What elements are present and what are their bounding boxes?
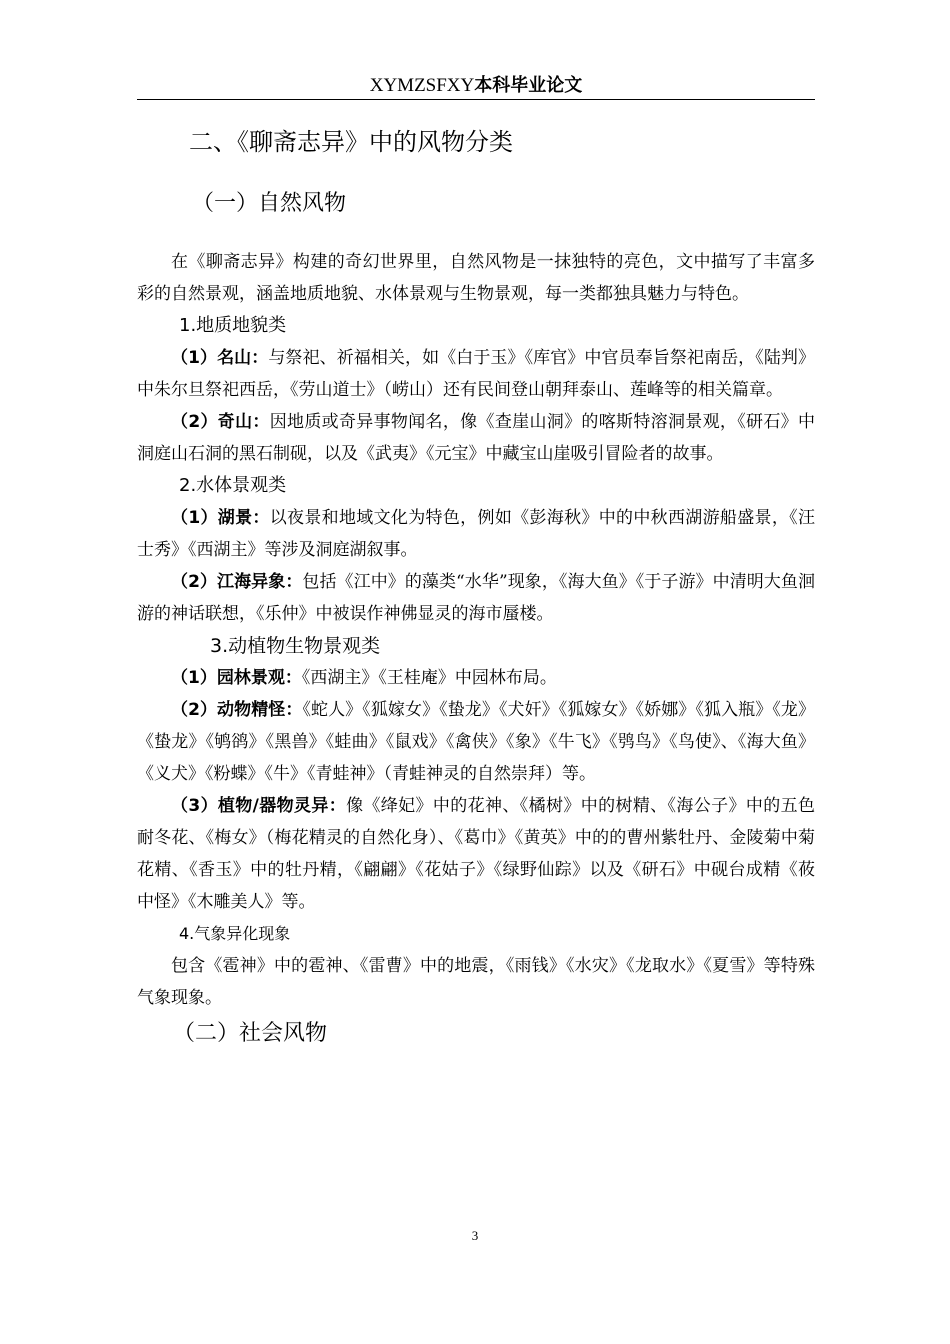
paragraph-weather: 包含《雹神》中的雹神、《雷曹》中的地震，《雨钱》《水灾》《龙取水》《夏雪》等特殊气象现象。	[137, 956, 815, 1008]
paragraph-strange-mountains	[137, 406, 815, 470]
page-header	[137, 72, 815, 100]
intro-paragraph: 在《聊斋志异》构建的奇幻世界里，自然风物是一抹独特的亮色，文中描写了丰富多彩的自然景观，涵盖地质地貌、水体景观与生物景观，每一类都独具魅力与特色。	[137, 252, 815, 304]
item-label: （1）园林景观：	[171, 668, 302, 688]
paragraph-lake-scenes	[137, 502, 815, 566]
item-text: 与祭祀、祈福相关，如《白于玉》《库官》中官员奉旨祭祀南岳，《陆判》中朱尔旦祭祀西岳，《劳山道士》（崂山）还有民间登山朝拜泰山、莲峰等的相关篇章。	[137, 348, 815, 400]
paragraph-animal-spirits	[137, 694, 815, 790]
category-title-weather: 4.气象异化现象	[179, 924, 291, 943]
category-title-water: 2.水体景观类	[179, 475, 287, 496]
item-label: （3）植物/器物灵异：	[171, 796, 347, 816]
page-number: 3	[471, 1228, 479, 1243]
item-text: 以夜景和地域文化为特色，例如《彭海秋》中的中秋西湖游船盛景，《汪士秀》《西湖主》等涉及洞庭湖叙事。	[137, 508, 815, 560]
item-text: 因地质或奇异事物闻名，像《查崖山洞》的喀斯特溶洞景观，《研石》中洞庭山石洞的黑石制砚，以及《武夷》《元宝》中藏宝山崖吸引冒险者的故事。	[137, 412, 815, 464]
main-content	[137, 120, 815, 1054]
item-text: 《西湖主》《王桂庵》中园林布局。	[301, 668, 557, 688]
paragraph-river-sea	[137, 566, 815, 630]
header-title: 本科毕业论文	[474, 75, 583, 96]
section-title: 二、《聊斋志异》中的风物分类	[189, 128, 513, 156]
item-label: （2）奇山：	[171, 412, 270, 432]
paragraph-plant-spirits	[137, 790, 815, 918]
subsection-title-social: （二）社会风物	[173, 1021, 328, 1046]
item-label: （1）湖景：	[171, 508, 270, 528]
item-label: （1）名山：	[171, 348, 269, 368]
subsection-title-natural: （一）自然风物	[192, 191, 347, 216]
item-label: （2）动物精怪：	[171, 700, 303, 720]
category-title-geology: 1.地质地貌类	[179, 315, 287, 336]
paragraph-famous-mountains	[137, 342, 815, 406]
item-text: 像《绛妃》中的花神、《橘树》中的树精、《海公子》中的五色耐冬花、《梅女》（梅花精灵的自然化身）、《葛巾》《黄英》中的的曹州紫牡丹、金陵菊中菊花精、《香玉》中的牡丹精，《翩翩》《花姑子》《绿野仙踪》以及《研石》中砚台成精《莜中怪》《木雕美人》等。	[137, 796, 815, 912]
item-text: 包括《江中》的藻类“水华”现象，《海大鱼》《于子游》中清明大鱼洄游的神话联想，《乐仲》中被误作神佛显灵的海市蜃楼。	[137, 572, 815, 624]
item-text: 《蛇人》《狐嫁女》《蛰龙》《犬奸》《狐嫁女》《娇娜》《狐入瓶》《龙》《蛰龙》《鸲鹆》《黑兽》《蛙曲》《鼠戏》《禽侠》《象》《牛飞》《鸮鸟》《鸟使》、《海大鱼》《义犬》《粉蝶》《牛》《青蛙神》（青蛙神灵的自然崇拜）等。	[137, 700, 815, 784]
paragraph-gardens	[137, 662, 815, 694]
category-title-biology: 3.动植物生物景观类	[210, 635, 381, 657]
item-label: （2）江海异象：	[171, 572, 303, 592]
header-latin: XYMZSFXY	[369, 75, 475, 96]
